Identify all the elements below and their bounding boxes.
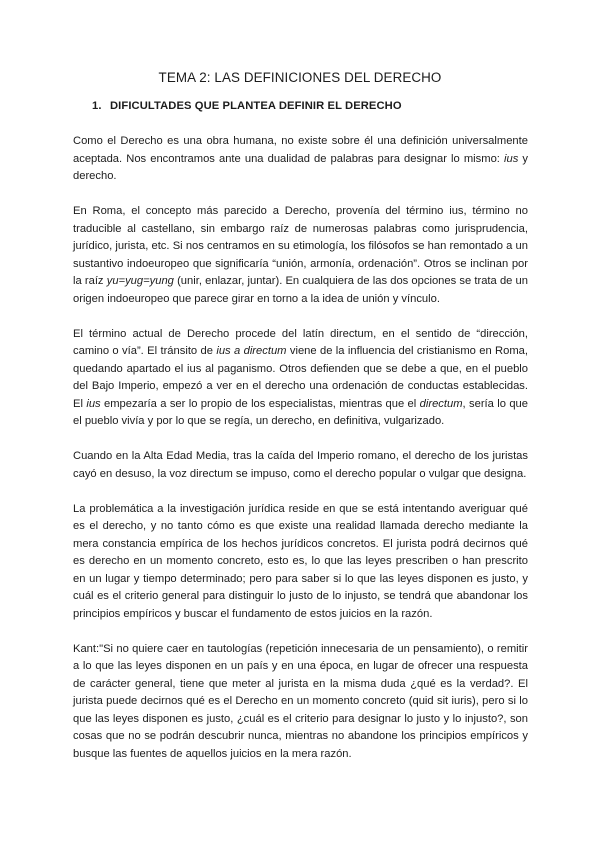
- paragraph-3-text-g: , sería lo que el pueblo vivía y por lo que se regía, un derecho, en definitiva, vulgarizado.: [73, 397, 528, 427]
- paragraph-2-italic: yu=yug=yung: [106, 275, 174, 287]
- paragraph-4: Cuando en la Alta Edad Media, tras la caída del Imperio romano, el derecho de los juristas cayó en desuso, la voz directum se impuso, como el derecho popular o vulgar que designa.: [73, 450, 528, 480]
- paragraph-3-italic-f: directum: [419, 397, 463, 410]
- paragraph-2: [73, 203, 528, 308]
- section-heading-text: DIFICULTADES QUE PLANTEA DEFINIR EL DERECHO: [110, 100, 402, 112]
- paragraph-3-italic-d: ius: [86, 397, 101, 410]
- document-body: [73, 133, 528, 763]
- paragraph-3-italic-b: ius a directum: [216, 345, 287, 357]
- document-title: TEMA 2: LAS DEFINICIONES DEL DERECHO: [158, 70, 442, 85]
- paragraph-3-text-c: viene de la influencia del cristianismo en Roma, quedando apartado el ius al paganismo. Otros defienden que se debe a que, en el pueblo del Bajo Imperio, empezó a ver en el derecho una ordenación de conductas establecidas. El: [73, 345, 529, 410]
- paragraph-3-text-e: empezaría a ser lo propio de los especialistas, mientras que el: [100, 397, 420, 410]
- paragraph-2-text: En Roma, el concepto más parecido a Derecho, provenía del término ius, término no traducible al castellano, sin embargo raíz de numerosas palabras como jurisprudencia, jurídico, jurista, etc. Si nos centramos en su etimología, los filósofos se han remontado a un sustantivo indoeuropeo que significaría “unión, armonía, ordenación”. Otros se inclinan por la raíz: [73, 205, 528, 287]
- paragraph-2-text-end: (unir, enlazar, juntar). En cualquiera de las dos opciones se trata de un origen indoeuropeo que parece girar en torno a la idea de unión y vínculo.: [73, 275, 529, 305]
- paragraph-1: [73, 133, 528, 186]
- paragraph-5: La problemática a la investigación jurídica reside en que se está intentando averiguar qué es el derecho, y no tanto cómo es que existe una realidad llamada derecho mediante la mera constancia empírica de los hechos jurídicos concretos. El jurista podrá decirnos qué es derecho en un momento concreto, esto es, lo que las leyes prescriben o han prescrito en un lugar y tiempo determinado; pero para saber si lo que las leyes disponen es justo, y cuál es el criterio general para distinguir lo justo de lo injusto, se tendrá que abandonar los principios empíricos y buscar el fundamento de estos juicios en la razón.: [73, 502, 528, 620]
- paragraph-6-kant-quote: Kant:"Si no quiere caer en tautologías (repetición innecesaria de un pensamiento), o remitir a lo que las leyes disponen en un país y en una época, en lugar de ofrecer una respuesta de carácter general, tiene que meter al jurista en la misma duda ¿qué es la verdad?. El jurista puede decirnos qué es el Derecho en un momento concreto (quid sit iuris), pero si lo que las leyes disponen es justo, ¿cuál es el criterio para designar lo justo y lo injusto?, son cosas que no se podrán descubrir nunca, mientras no abandone los principios empíricos y busque las fuentes de aquellos juicios en la mera razón.: [73, 642, 528, 760]
- paragraph-3: [73, 326, 528, 431]
- section-heading: [92, 100, 402, 112]
- paragraph-1-text: Como el Derecho es una obra humana, no existe sobre él una definición universalmente aceptada. Nos encontramos ante una dualidad de palabras para designar lo mismo:: [73, 135, 528, 165]
- paragraph-1-text-end: y derecho.: [73, 152, 529, 182]
- paragraph-1-italic: ius: [504, 152, 519, 165]
- section-number: 1.: [92, 100, 102, 112]
- paragraph-3-text-a: El término actual de Derecho procede del latín directum, en el sentido de “dirección, camino o vía”. El tránsito de: [73, 327, 528, 357]
